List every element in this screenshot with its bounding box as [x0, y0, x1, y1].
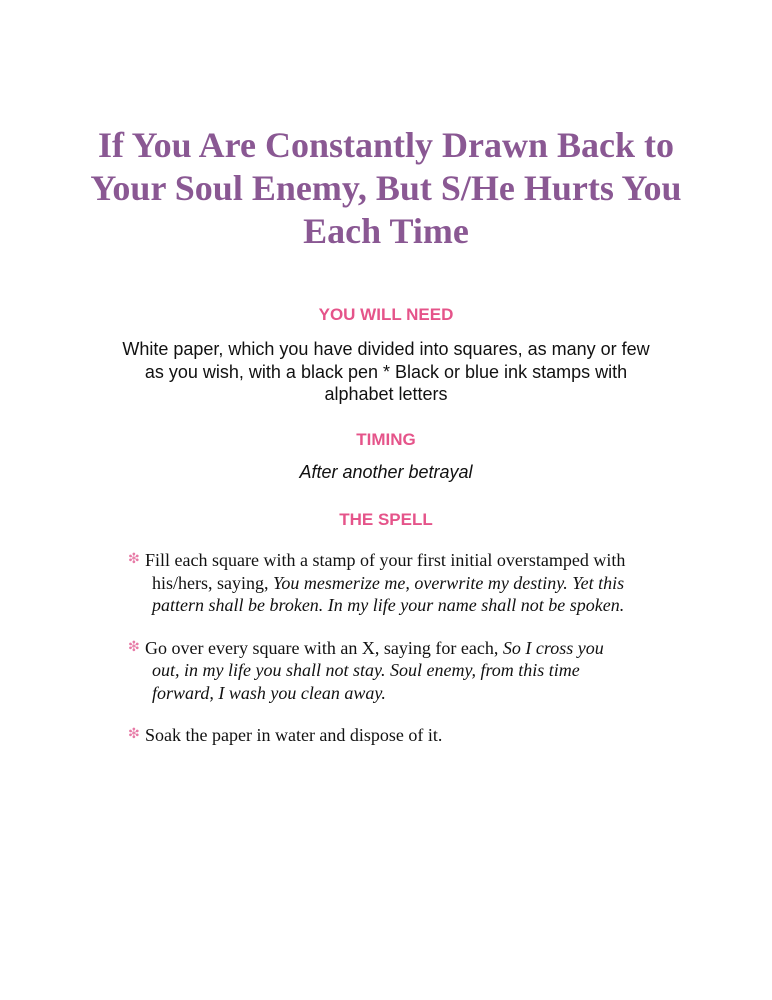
- step-incantation: out, in my life you shall not stay. Soul enemy, from this time: [152, 660, 580, 680]
- step-incantation: forward, I wash you clean away.: [152, 682, 386, 703]
- page-title: [60, 124, 712, 253]
- step-text: [145, 637, 658, 660]
- step-text: Soak the paper in water and dispose of it.: [145, 725, 443, 745]
- spell-step: [128, 549, 658, 617]
- step-text: Go over every square with an X, saying for each,: [145, 637, 503, 658]
- timing-heading: TIMING: [356, 430, 416, 449]
- step-text-continued: [152, 659, 658, 682]
- title-line: Each Time: [303, 211, 469, 251]
- title-line: If You Are Constantly Drawn Back to: [97, 125, 675, 165]
- step-text-continued: [152, 594, 658, 617]
- step-incantation: So I cross you: [502, 637, 604, 658]
- spell-step: [128, 724, 658, 747]
- step-text: Fill each square with a stamp of your first initial overstamped with: [145, 550, 626, 570]
- flower-bullet-icon: ❇: [128, 639, 140, 655]
- flower-bullet-icon: ❇: [128, 552, 140, 567]
- the-spell-heading: THE SPELL: [339, 510, 433, 529]
- step-text-continued: [152, 682, 658, 705]
- step-text-continued: [152, 572, 658, 595]
- spell-step: [128, 637, 658, 705]
- you-will-need-heading: YOU WILL NEED: [318, 305, 454, 324]
- need-line: White paper, which you have divided into squares, as many or few: [122, 339, 650, 359]
- spell-steps-list: [128, 549, 658, 767]
- need-line: alphabet letters: [324, 384, 448, 404]
- title-line: Your Soul Enemy, But S/He Hurts You: [90, 168, 682, 208]
- step-text: his/hers, saying,: [152, 572, 273, 593]
- timing-text: After another betrayal: [299, 462, 473, 482]
- step-incantation: You mesmerize me, overwrite my destiny. Yet this: [273, 572, 625, 593]
- step-incantation: pattern shall be broken. In my life your name shall not be spoken.: [152, 595, 625, 615]
- flower-bullet-icon: ❇: [128, 727, 140, 742]
- need-line: as you wish, with a black pen * Black or blue ink stamps with: [144, 361, 628, 382]
- you-will-need-text: [100, 338, 672, 406]
